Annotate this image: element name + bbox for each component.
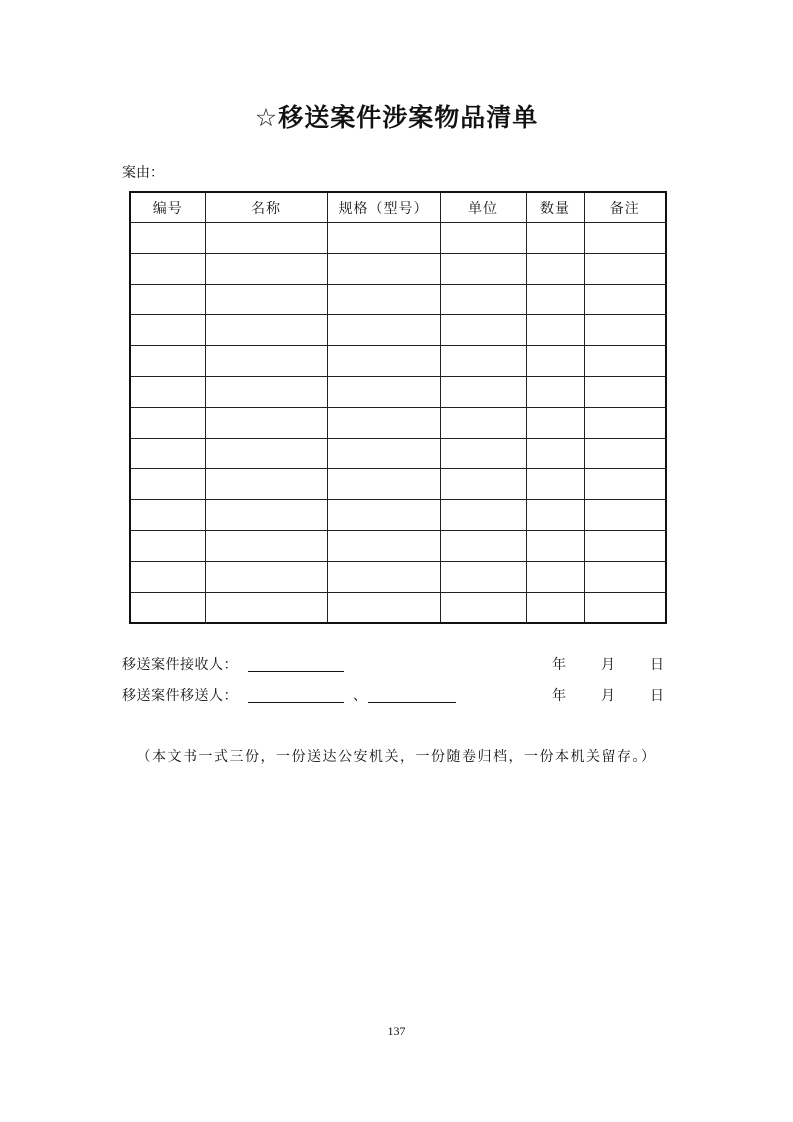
table-cell[interactable] [526, 592, 584, 623]
table-row [130, 561, 666, 592]
table-cell[interactable] [205, 223, 327, 254]
table-cell[interactable] [584, 315, 666, 346]
table-cell[interactable] [526, 500, 584, 531]
table-cell[interactable] [130, 500, 205, 531]
column-header-name: 名称 [205, 192, 327, 223]
table-cell[interactable] [526, 223, 584, 254]
table-cell[interactable] [205, 253, 327, 284]
table-cell[interactable] [526, 253, 584, 284]
receiver-row [122, 654, 667, 676]
table-cell[interactable] [440, 253, 526, 284]
table-cell[interactable] [327, 592, 440, 623]
table-row [130, 530, 666, 561]
transferor-date-year: 年 [552, 688, 566, 704]
table-header-row [130, 192, 666, 223]
table-cell[interactable] [205, 500, 327, 531]
table-cell[interactable] [130, 592, 205, 623]
transferor-signature-line-1[interactable] [248, 685, 344, 703]
table-cell[interactable] [584, 407, 666, 438]
table-cell[interactable] [130, 223, 205, 254]
table-row [130, 376, 666, 407]
table-cell[interactable] [526, 346, 584, 377]
items-table [129, 191, 667, 624]
table-cell[interactable] [526, 438, 584, 469]
table-row [130, 223, 666, 254]
table-cell[interactable] [327, 438, 440, 469]
document-title: ☆移送案件涉案物品清单 [254, 103, 539, 132]
table-cell[interactable] [440, 592, 526, 623]
table-cell[interactable] [440, 223, 526, 254]
table-cell[interactable] [584, 500, 666, 531]
table-cell[interactable] [205, 407, 327, 438]
transferor-separator: 、 [353, 688, 367, 704]
table-cell[interactable] [584, 438, 666, 469]
table-cell[interactable] [526, 407, 584, 438]
table-cell[interactable] [440, 284, 526, 315]
table-cell[interactable] [440, 346, 526, 377]
table-cell[interactable] [130, 284, 205, 315]
table-cell[interactable] [440, 469, 526, 500]
table-cell[interactable] [584, 346, 666, 377]
table-cell[interactable] [327, 469, 440, 500]
table-cell[interactable] [440, 561, 526, 592]
table-cell[interactable] [526, 284, 584, 315]
table-cell[interactable] [205, 284, 327, 315]
table-cell[interactable] [327, 284, 440, 315]
table-cell[interactable] [584, 284, 666, 315]
receiver-date-day: 日 [650, 657, 664, 673]
table-cell[interactable] [440, 315, 526, 346]
transferor-row [122, 685, 667, 707]
transferor-signature-line-2[interactable] [368, 685, 456, 703]
table-cell[interactable] [130, 253, 205, 284]
table-cell[interactable] [526, 315, 584, 346]
table-row [130, 592, 666, 623]
page-number: 137 [387, 1024, 406, 1038]
transferor-date-month: 月 [601, 688, 615, 704]
receiver-date-year: 年 [552, 657, 566, 673]
table-row [130, 500, 666, 531]
table-cell[interactable] [130, 407, 205, 438]
table-cell[interactable] [440, 530, 526, 561]
table-cell[interactable] [440, 438, 526, 469]
table-cell[interactable] [584, 469, 666, 500]
table-cell[interactable] [130, 438, 205, 469]
table-cell[interactable] [205, 315, 327, 346]
table-cell[interactable] [327, 315, 440, 346]
table-cell[interactable] [130, 346, 205, 377]
table-row [130, 253, 666, 284]
table-row [130, 346, 666, 377]
table-row [130, 469, 666, 500]
transferor-label: 移送案件移送人： [122, 688, 238, 704]
table-cell[interactable] [327, 561, 440, 592]
distribution-note: （本文书一式三份，一份送达公安机关，一份随卷归档，一份本机关留存。） [136, 749, 657, 765]
table-cell[interactable] [526, 469, 584, 500]
table-cell[interactable] [327, 223, 440, 254]
receiver-date-month: 月 [601, 657, 615, 673]
table-cell[interactable] [526, 376, 584, 407]
table-cell[interactable] [584, 223, 666, 254]
table-cell[interactable] [440, 500, 526, 531]
table-cell[interactable] [130, 469, 205, 500]
table-row [130, 407, 666, 438]
table-cell[interactable] [327, 253, 440, 284]
table-cell[interactable] [440, 407, 526, 438]
table-row [130, 438, 666, 469]
table-row [130, 284, 666, 315]
table-cell[interactable] [130, 561, 205, 592]
table-cell[interactable] [205, 561, 327, 592]
table-cell[interactable] [130, 315, 205, 346]
table-body [130, 223, 666, 624]
table-cell[interactable] [205, 592, 327, 623]
table-cell[interactable] [205, 438, 327, 469]
column-header-quantity: 数量 [526, 192, 584, 223]
table-cell[interactable] [327, 346, 440, 377]
table-row [130, 315, 666, 346]
table-cell[interactable] [327, 500, 440, 531]
table-cell[interactable] [526, 530, 584, 561]
table-cell[interactable] [327, 530, 440, 561]
table-cell[interactable] [327, 376, 440, 407]
column-header-remarks: 备注 [584, 192, 666, 223]
column-header-unit: 单位 [440, 192, 526, 223]
table-cell[interactable] [205, 469, 327, 500]
table-cell[interactable] [205, 346, 327, 377]
table-cell[interactable] [584, 253, 666, 284]
column-header-specification: 规格（型号） [327, 192, 440, 223]
receiver-signature-line[interactable] [248, 654, 344, 672]
table-cell[interactable] [584, 592, 666, 623]
table-cell[interactable] [130, 376, 205, 407]
transferor-date-day: 日 [650, 688, 664, 704]
table-cell[interactable] [584, 561, 666, 592]
table-cell[interactable] [130, 530, 205, 561]
column-header-number: 编号 [130, 192, 205, 223]
table-cell[interactable] [526, 561, 584, 592]
table-cell[interactable] [205, 376, 327, 407]
receiver-label: 移送案件接收人： [122, 657, 238, 673]
table-cell[interactable] [205, 530, 327, 561]
table-cell[interactable] [584, 376, 666, 407]
table-cell[interactable] [327, 407, 440, 438]
table-cell[interactable] [440, 376, 526, 407]
table-cell[interactable] [584, 530, 666, 561]
case-cause-label: 案由： [122, 165, 164, 181]
